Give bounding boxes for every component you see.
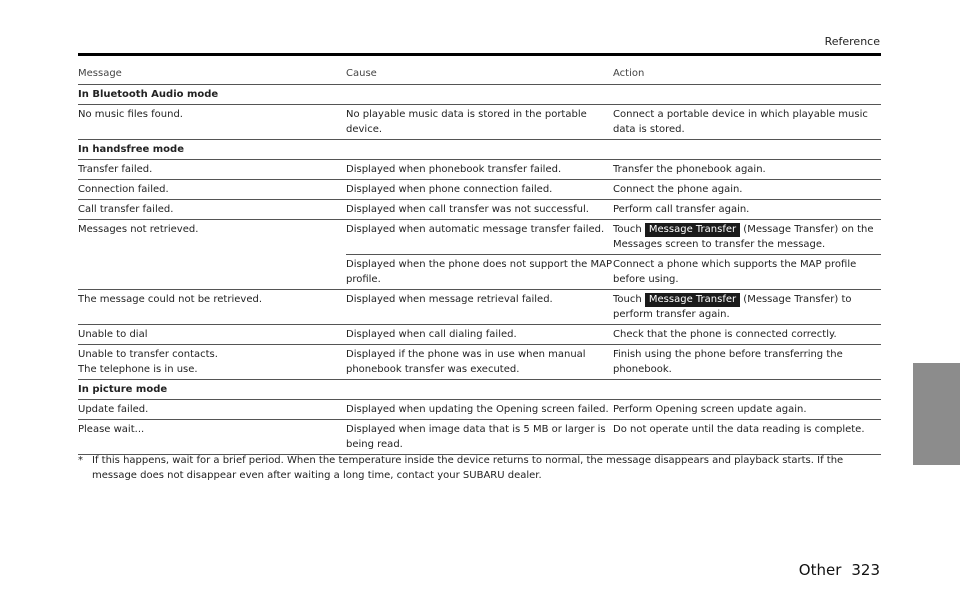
cause-cell: Displayed when message retrieval failed. <box>346 294 553 305</box>
message-cell: Messages not retrieved. <box>78 224 199 235</box>
table-row <box>78 160 881 180</box>
section-header: Reference <box>824 35 880 48</box>
action-cell: Connect a portable device in which playable music data is stored. <box>613 109 868 135</box>
message-cell: Transfer failed. <box>78 164 153 175</box>
message-line: Unable to transfer contacts. <box>78 349 218 360</box>
table-header-row <box>78 62 881 85</box>
footnote-mark: * <box>78 455 83 466</box>
chapter-name: Other <box>798 561 842 579</box>
action-cell: Connect the phone again. <box>613 184 743 195</box>
cause-cell: Displayed when automatic message transfer failed. <box>346 224 605 235</box>
table-row <box>78 345 881 380</box>
message-cell: Unable to dial <box>78 329 148 340</box>
table-row <box>78 200 881 220</box>
cause-cell: No playable music data is stored in the portable device. <box>346 109 587 135</box>
column-header-action: Action <box>613 68 645 79</box>
cause-cell: Displayed when the phone does not support the MAP profile. <box>346 259 613 285</box>
action-cell: Perform call transfer again. <box>613 204 750 215</box>
table-row <box>78 220 881 290</box>
action-cell <box>613 290 881 324</box>
section-row <box>78 140 881 160</box>
message-cell: Call transfer failed. <box>78 204 174 215</box>
action-cell <box>613 220 881 254</box>
top-rule <box>78 53 881 56</box>
action-suffix: (Message Transfer) on the Messages screen to transfer the message. <box>613 224 874 250</box>
section-row <box>78 380 881 400</box>
page-footer <box>799 561 880 579</box>
cause-cell: Displayed when updating the Opening screen failed. <box>346 404 609 415</box>
action-suffix: (Message Transfer) to perform transfer again. <box>613 294 852 320</box>
message-line: The telephone is in use. <box>78 364 198 375</box>
table-row <box>78 325 881 345</box>
table-row <box>78 180 881 200</box>
section-title: In handsfree mode <box>78 144 184 155</box>
action-prefix: Touch <box>613 224 645 235</box>
footnote <box>78 453 881 483</box>
action-cell: Connect a phone which supports the MAP profile before using. <box>613 259 857 285</box>
message-cell: The message could not be retrieved. <box>78 294 262 305</box>
cause-cell: Displayed when image data that is 5 MB or larger is being read. <box>346 424 606 450</box>
action-cell: Do not operate until the data reading is complete. <box>613 424 865 435</box>
sub-rows <box>346 220 881 289</box>
cause-cell: Displayed when call transfer was not successful. <box>346 204 589 215</box>
sub-row <box>346 220 881 254</box>
message-transfer-button[interactable]: Message Transfer <box>645 293 740 307</box>
table-row <box>78 420 881 455</box>
action-prefix: Touch <box>613 294 645 305</box>
cause-cell: Displayed when phone connection failed. <box>346 184 553 195</box>
table-row <box>78 105 881 140</box>
section-row <box>78 85 881 105</box>
message-table <box>78 62 881 455</box>
message-transfer-button[interactable]: Message Transfer <box>645 223 740 237</box>
section-title: In picture mode <box>78 384 168 395</box>
column-header-message: Message <box>78 68 122 79</box>
section-title: In Bluetooth Audio mode <box>78 89 219 100</box>
page-number: 323 <box>851 561 880 579</box>
message-cell <box>78 345 346 379</box>
cause-cell: Displayed when phonebook transfer failed. <box>346 164 562 175</box>
sub-row <box>346 254 881 289</box>
message-cell: Please wait... <box>78 424 145 435</box>
action-cell: Finish using the phone before transferring the phonebook. <box>613 349 843 375</box>
action-cell: Perform Opening screen update again. <box>613 404 807 415</box>
action-cell: Transfer the phonebook again. <box>613 164 766 175</box>
action-cell: Check that the phone is connected correctly. <box>613 329 837 340</box>
message-cell: No music files found. <box>78 109 183 120</box>
message-cell: Update failed. <box>78 404 149 415</box>
footnote-text: If this happens, wait for a brief period. When the temperature inside the device returns to normal, the message disappears and playback starts. If the message does not disappear even after waiting a long time, contact your SUBARU dealer. <box>92 455 844 481</box>
column-header-cause: Cause <box>346 68 377 79</box>
table-row <box>78 400 881 420</box>
cause-cell: Displayed when call dialing failed. <box>346 329 517 340</box>
chapter-side-tab <box>913 363 960 465</box>
message-cell: Connection failed. <box>78 184 169 195</box>
cause-cell: Displayed if the phone was in use when manual phonebook transfer was executed. <box>346 349 586 375</box>
table-row <box>78 290 881 325</box>
